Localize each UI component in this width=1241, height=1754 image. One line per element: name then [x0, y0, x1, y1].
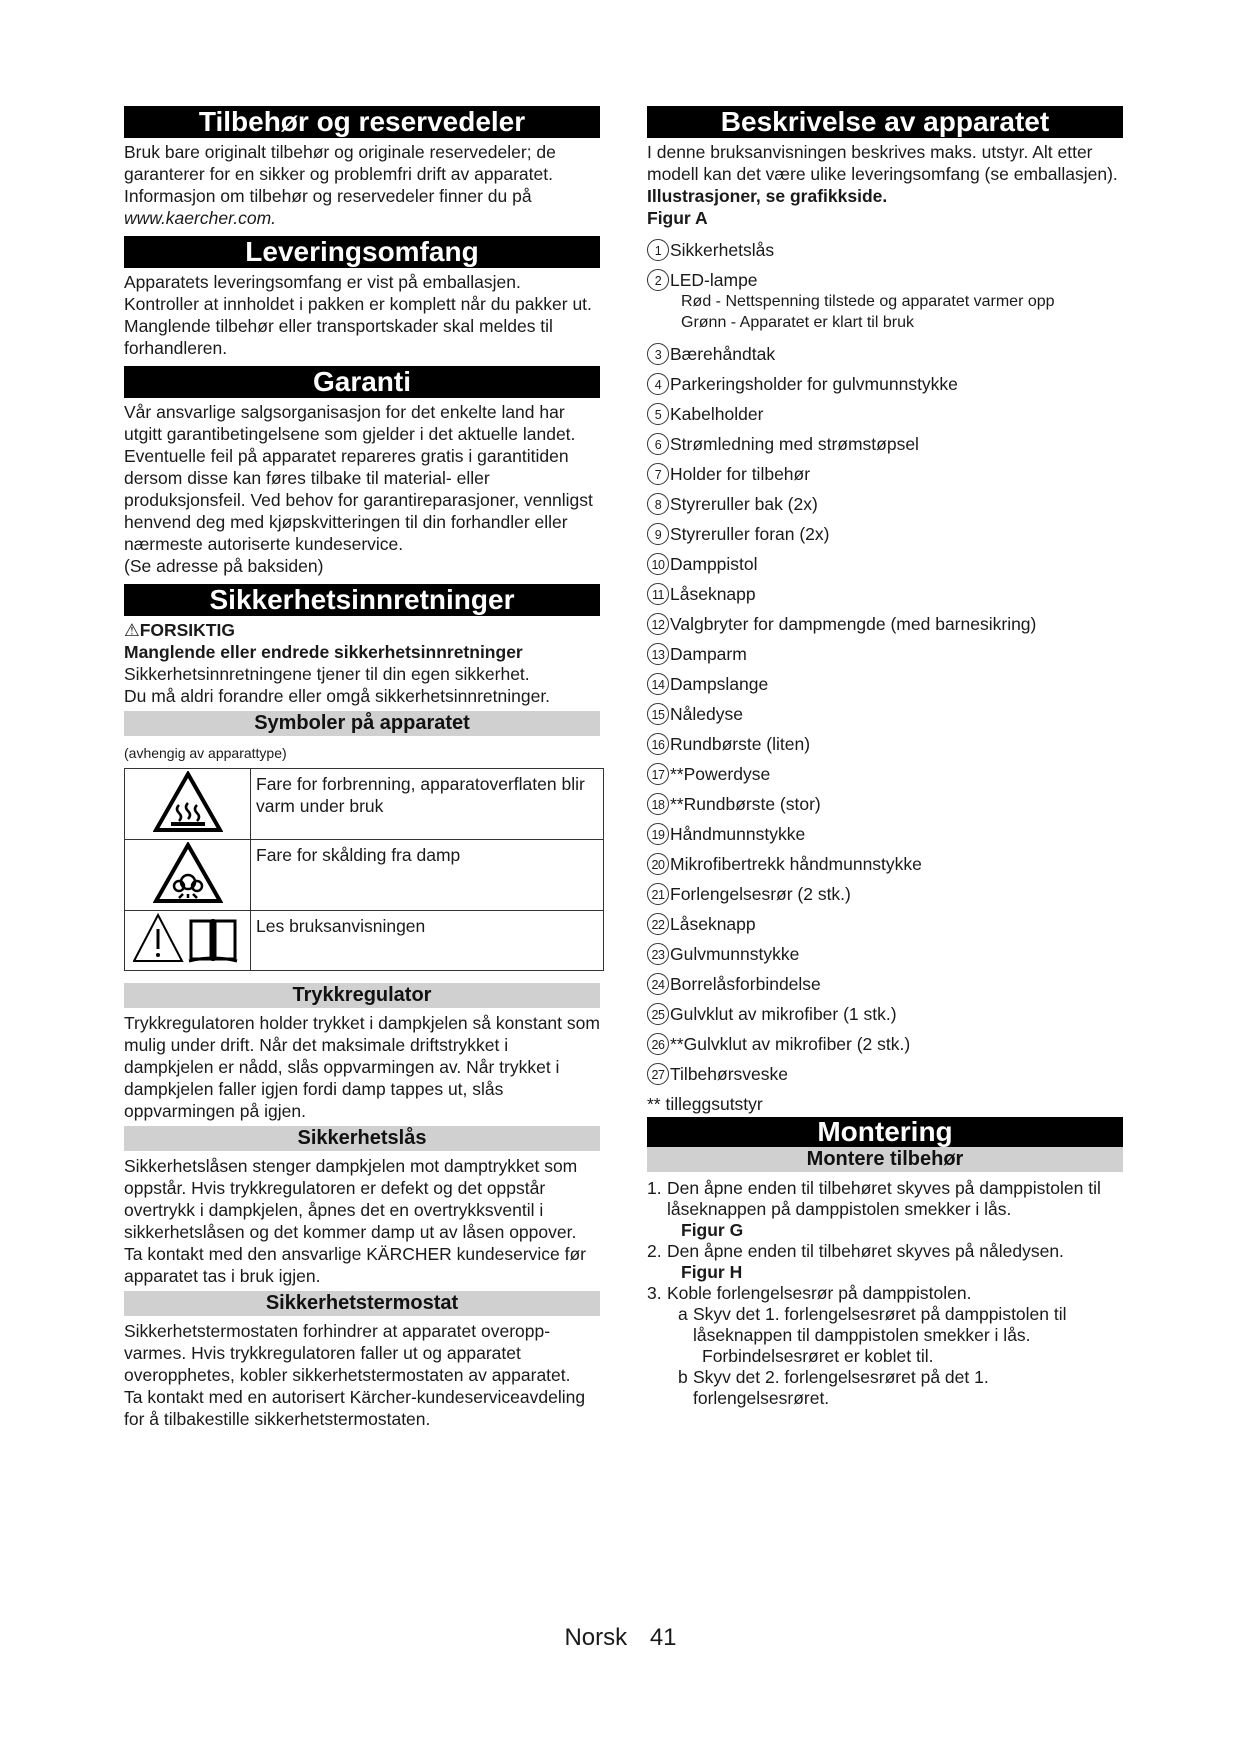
list-item — [647, 613, 1123, 635]
read-manual-icon — [133, 911, 243, 965]
list-item — [647, 463, 1123, 485]
item-number-circle: 13 — [647, 643, 669, 665]
safety-bold-line: Manglende eller endrede sikkerhetsinnretninger — [124, 642, 523, 662]
footnote: ** tilleggsutstyr — [647, 1094, 763, 1114]
item-label: Parkeringsholder for gulvmunnstykke — [670, 374, 958, 394]
list-item — [647, 343, 1123, 365]
item-number-circle: 22 — [647, 913, 669, 935]
item-label: Tilbehørsveske — [670, 1064, 788, 1084]
heading-description: Beskrivelse av apparatet — [647, 106, 1123, 138]
heading-symbols: Symboler på apparatet — [124, 711, 600, 736]
item-label: Strømledning med strømstøpsel — [670, 434, 919, 454]
item-label: Gulvklut av mikrofiber (1 stk.) — [670, 1004, 897, 1024]
list-item: a Skyv det 1. forlengelsesrøret på damppistolen til låseknappen til damppistolen smekker i lås. — [678, 1304, 1067, 1345]
list-item — [647, 433, 1123, 455]
figure-a-label: Figur A — [647, 208, 708, 228]
item-number-circle: 24 — [647, 973, 669, 995]
item-label: Damppistol — [670, 554, 758, 574]
list-item — [647, 643, 1123, 665]
symbol-text: Les bruksanvisningen — [251, 911, 604, 971]
item-number-circle: 1 — [647, 239, 669, 261]
item-number-circle: 12 — [647, 613, 669, 635]
list-item — [647, 1003, 1123, 1025]
list-item — [647, 913, 1123, 935]
heading-mounting: Montering — [647, 1117, 1123, 1147]
footer-language: Norsk — [564, 1624, 628, 1651]
item-label: Holder for tilbehør — [670, 464, 811, 484]
safety-text-2: Du må aldri forandre eller omgå sikkerhetsinnretninger. — [124, 686, 551, 706]
table-row — [125, 769, 604, 840]
item-label: Låseknapp — [670, 584, 756, 604]
list-item — [647, 973, 1123, 995]
item-label: Håndmunnstykke — [670, 824, 806, 844]
item-label: Sikkerhetslås — [670, 240, 775, 260]
item-label: Damparm — [670, 644, 747, 664]
item-number-circle: 25 — [647, 1003, 669, 1025]
list-item — [647, 553, 1123, 575]
list-item: 1. Den åpne enden til tilbehøret skyves på damppistolen til låseknappen på damppistolen smekker i lås. — [647, 1178, 1101, 1219]
list-item: 3. Koble forlengelsesrør på damppistolen. — [647, 1283, 972, 1303]
heading-safety-lock: Sikkerhetslås — [124, 1126, 600, 1151]
table-row — [125, 911, 604, 971]
item-label: **Rundbørste (stor) — [670, 794, 821, 814]
item-label: **Gulvklut av mikrofiber (2 stk.) — [670, 1034, 911, 1054]
safety-text-1: Sikkerhetsinnretningene tjener til din egen sikkerhet. — [124, 664, 530, 684]
item-label: Forlengelsesrør (2 stk.) — [670, 884, 851, 904]
heading-pressure: Trykkregulator — [124, 983, 600, 1008]
warranty-note: (Se adresse på baksiden) — [124, 556, 324, 576]
table-row — [125, 840, 604, 911]
list-item — [647, 373, 1123, 395]
list-item — [647, 239, 1123, 261]
item-number-circle: 17 — [647, 763, 669, 785]
right-column — [647, 106, 1123, 1409]
item-label: Nåledyse — [670, 704, 743, 724]
item-label: Rundbørste (liten) — [670, 734, 811, 754]
figure-h-label: Figur H — [681, 1262, 743, 1282]
item-label: Bærehåndtak — [670, 344, 776, 364]
symbols-note: (avhengig av apparattype) — [124, 745, 287, 761]
list-item — [647, 943, 1123, 965]
led-green-note: Grønn - Apparatet er klart til bruk — [681, 314, 914, 331]
item-number-circle: 15 — [647, 703, 669, 725]
hot-surface-warning-icon — [153, 771, 223, 833]
led-red-note: Rød - Nettspenning tilstede og apparatet varmer opp — [681, 293, 1055, 310]
mounting-steps — [647, 1178, 1123, 1409]
item-label: Styreruller foran (2x) — [670, 524, 830, 544]
left-column — [124, 106, 600, 1430]
item-label: Dampslange — [670, 674, 769, 694]
heading-safety: Sikkerhetsinnretninger — [124, 584, 600, 616]
list-item — [647, 1063, 1123, 1085]
item-label: Låseknapp — [670, 914, 756, 934]
list-item — [647, 403, 1123, 425]
item-number-circle: 14 — [647, 673, 669, 695]
item-label: Kabelholder — [670, 404, 764, 424]
list-item — [647, 853, 1123, 875]
accessories-text: Bruk bare originalt tilbehør og originale reservedeler; de garanterer for en sikker og problemfri drift av apparatet. Informasjon om tilbehør og reservedeler finner du på www.kaercher.com. — [124, 142, 556, 228]
list-item — [647, 883, 1123, 905]
item-label: **Powerdyse — [670, 764, 771, 784]
item-number-circle: 16 — [647, 733, 669, 755]
heading-warranty: Garanti — [124, 366, 600, 398]
list-item — [647, 673, 1123, 695]
item-label: Gulvmunnstykke — [670, 944, 800, 964]
list-item — [647, 733, 1123, 755]
page-number: 41 — [649, 1624, 677, 1651]
item-number-circle: 20 — [647, 853, 669, 875]
item-number-circle: 11 — [647, 583, 669, 605]
item-number-circle: 21 — [647, 883, 669, 905]
item-label: Mikrofibertrekk håndmunnstykke — [670, 854, 922, 874]
list-item — [647, 269, 1123, 291]
thermostat-text-2: Ta kontakt med en autorisert Kärcher-kundeserviceavdeling for å tilbakestille sikkerhetstermostaten. — [124, 1387, 586, 1429]
item-number-circle: 5 — [647, 403, 669, 425]
illustrations-note: Illustrasjoner, se grafikkside. — [647, 186, 888, 206]
list-item — [647, 493, 1123, 515]
item-number-circle: 7 — [647, 463, 669, 485]
item-number-circle: 8 — [647, 493, 669, 515]
list-item — [647, 1033, 1123, 1055]
item-label: Borrelåsforbindelse — [670, 974, 821, 994]
heading-thermostat: Sikkerhetstermostat — [124, 1291, 600, 1316]
safety-lock-text-1: Sikkerhetslåsen stenger dampkjelen mot damptrykket som oppstår. Hvis trykkregulatoren er defekt og det oppstår overtrykk i dampkjelen, åpnes det en overtrykksventil i sikkerhetslåsen og det kommer damp ut av låsen oppover. — [124, 1156, 578, 1242]
safety-lock-text-2: Ta kontakt med den ansvarlige KÄRCHER kundeservice før apparatet tas i bruk igjen. — [124, 1244, 587, 1286]
item-label: Valgbryter for dampmengde (med barnesikring) — [670, 614, 1037, 634]
item-number-circle: 2 — [647, 269, 669, 291]
item-label: LED-lampe — [670, 270, 758, 290]
figure-g-label: Figur G — [681, 1220, 744, 1240]
item-number-circle: 3 — [647, 343, 669, 365]
item-number-circle: 27 — [647, 1063, 669, 1085]
list-item: b Skyv det 2. forlengelsesrøret på det 1. forlengelsesrøret. — [678, 1367, 989, 1408]
heading-delivery: Leveringsomfang — [124, 236, 600, 268]
sub-step-note: Forbindelsesrøret er koblet til. — [702, 1346, 934, 1366]
warranty-text: Vår ansvarlige salgsorganisasjon for det enkelte land har utgitt garantibetingelsene som gjelder i det aktuelle landet. Eventuelle feil på apparatet repareres gratis i garantitiden dersom disse kan føres tilbake til material- eller produksjonsfeil. Ved behov for garantireparasjoner, vennligst henvend deg med kjøpskvitteringen til din forhandler eller nærmeste autoriserte kundeservice. — [124, 402, 593, 554]
figure-a-list — [647, 239, 1123, 1085]
item-number-circle: 6 — [647, 433, 669, 455]
item-number-circle: 10 — [647, 553, 669, 575]
list-item — [647, 583, 1123, 605]
list-item — [647, 523, 1123, 545]
item-number-circle: 19 — [647, 823, 669, 845]
item-number-circle: 26 — [647, 1033, 669, 1055]
delivery-text: Apparatets leveringsomfang er vist på emballasjen. Kontroller at innholdet i pakken er komplett når du pakker ut. Manglende tilbehør eller transportskader skal meldes til forhandleren. — [124, 272, 592, 358]
item-number-circle: 23 — [647, 943, 669, 965]
pressure-text: Trykkregulatoren holder trykket i dampkjelen så konstant som mulig under drift. Når det maksimale driftstrykket i dampkjelen er nådd, slås oppvarmingen av. Når trykket i dampkjelen faller igjen fordi damp tappes ut, slås oppvarmingen på igjen. — [124, 1013, 600, 1121]
list-item: 2. Den åpne enden til tilbehøret skyves på nåledysen. — [647, 1241, 1064, 1261]
list-item — [647, 763, 1123, 785]
thermostat-text-1: Sikkerhetstermostaten forhindrer at apparatet overopp- varmes. Hvis trykkregulatoren faller ut og apparatet overopphetes, kobler sikkerhetstermostaten av apparatet. — [124, 1321, 571, 1385]
item-number-circle: 4 — [647, 373, 669, 395]
symbol-text: Fare for forbrenning, apparatoverflaten blir varm under bruk — [251, 769, 604, 840]
list-item — [647, 703, 1123, 725]
item-label: Styreruller bak (2x) — [670, 494, 818, 514]
symbol-text: Fare for skålding fra damp — [251, 840, 604, 911]
description-text: I denne bruksanvisningen beskrives maks. utstyr. Alt etter modell kan det være ulike leveringsomfang (se emballasjen). — [647, 142, 1118, 184]
list-item — [647, 793, 1123, 815]
steam-scald-warning-icon — [153, 842, 223, 904]
warning-label: ⚠FORSIKTIG — [124, 620, 235, 640]
kaercher-link[interactable]: www.kaercher.com. — [124, 208, 277, 228]
heading-accessories: Tilbehør og reservedeler — [124, 106, 600, 138]
list-item — [647, 823, 1123, 845]
item-number-circle: 9 — [647, 523, 669, 545]
page-footer — [0, 1624, 1241, 1652]
symbols-table — [124, 768, 604, 971]
item-number-circle: 18 — [647, 793, 669, 815]
heading-mount-accessories: Montere tilbehør — [647, 1147, 1123, 1172]
